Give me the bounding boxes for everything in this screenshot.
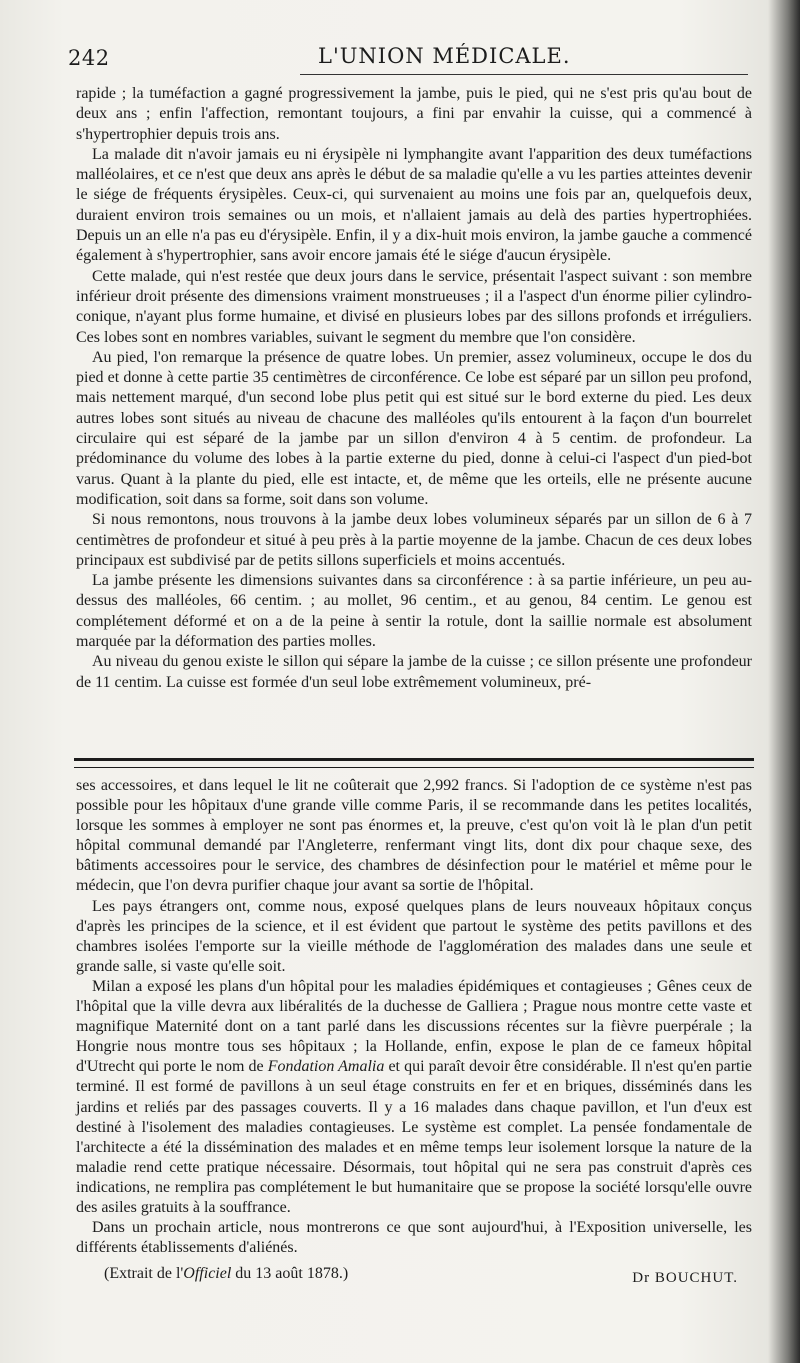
paragraph: ses accessoires, et dans lequel le lit ne coûterait que 2,992 francs. Si l'adoption de ce système n'est pas possible pour les hôpitaux d'une grande ville comme Paris, il se recommande dans les petites localités, lorsque les sommes à employer ne sont pas énormes et, la preuve, c'est qu'on voit là le plan d'un petit hôpital communal demandé par l'Angleterre, renfermant vingt lits, dont dix pour chaque sexe, des bâtiments accessoires pour le service, des chambres de désinfection pour le matériel et même pour le médecin, que l'on devra purifier chaque jour avant sa sortie de l'hôpital. [76,777,752,895]
paragraph: Dans un prochain article, nous montrerons ce que sont aujourd'hui, à l'Exposition universelle, les différents établissements d'aliénés. [76,1219,752,1257]
article-top [76,84,752,693]
page-header [68,40,748,76]
author-signature: Dr BOUCHUT. [632,1270,738,1287]
paragraph: Les pays étrangers ont, comme nous, exposé quelques plans de leurs nouveaux hôpitaux conçus d'après les principes de la science, et il est évident que partout le système des petits pavillons et des chambres isolées l'emporte sur la vieille méthode de l'agglomération des malades dans une seule et grande salle, si vaste qu'elle soit. [76,897,752,975]
paragraph: Si nous remontons, nous trouvons à la jambe deux lobes volumineux séparés par un sillon de 6 à 7 centimètres de profondeur et situé à peu près à la partie moyenne de la jambe. Chacun de ces deux lobes principaux est subdivisé par de petits sillons superficiels et moins accentués. [76,511,752,569]
running-title: L'UNION MÉDICALE. [318,44,571,68]
article-footer [76,1260,752,1287]
paragraph [76,977,752,1218]
citation-source: Officiel [183,1265,232,1283]
paragraph: La jambe présente les dimensions suivantes dans sa circonférence : à sa partie inférieure, un peu au-dessus des malléoles, 66 centim. ; au mollet, 96 centim., et au genou, 84 centim. Le genou est complétement déformé et on a de la peine à sentir la rotule, dont la saillie normale est absolument marquée par la déformation des parties molles. [76,572,752,651]
source-citation [104,1264,348,1284]
page-number: 242 [68,46,110,70]
paragraph: rapide ; la tuméfaction a gagné progressivement la jambe, puis le pied, qui ne s'est pris qu'au bout de deux ans ; enfin l'affection, remontant toujours, a fini par envahir la cuisse, qui a commencé à s'hypertrophier depuis trois ans. [76,85,752,143]
fondation-name: Fondation Amalia [267,1058,385,1076]
paragraph-text: et qui paraît devoir être considérable. Il n'est qu'en partie terminé. Il est formé de pavillons à un seul étage construits en fer et en briques, disséminés dans les jardins et reliés par des passages couverts. Il y a 16 malades dans chaque pavillon, et l'un d'eux est destiné à l'isolement des maladies contagieuses. Le système est complet. La pensée fondamentale de l'architecte a été la dissémination des malades et en même temps leur isolement lorsque la nature de la maladie rend cette pratique nécessaire. Désormais, tout hôpital qui ne sera pas construit d'après ces indications, ne remplira pas complétement le but humanitaire que se propose la société lorsqu'elle ouvre des asiles gratuits à la souffrance. [76,1058,753,1216]
citation-suffix: du 13 août 1878.) [231,1265,349,1283]
paragraph-text: Milan a exposé les plans d'un hôpital pour les maladies épidémiques et contagieuses ; Gênes ceux de l'hôpital que la ville devra aux libéralités de la duchesse de Galliera ; Prague nous montre cette vaste et magnifique Maternité dont on a tant parlé dans les discussions récentes sur la fièvre puerpérale ; la Hongrie nous montre tous ses hôpitaux ; la Hollande, enfin, expose le plan de ce fameux hôpital d'Utrecht qui porte le nom de [76,977,752,1076]
paragraph: Au pied, l'on remarque la présence de quatre lobes. Un premier, assez volumineux, occupe le dos du pied et donne à cette partie 35 centimètres de circonférence. Ce lobe est séparé par un sillon peu profond, mais nettement marqué, d'un second lobe plus petit qui est situé sur le bord externe du pied. Les deux autres lobes sont situés au niveau de chacune des malléoles qu'ils entourent à la façon d'un bourrelet circulaire qui est séparé de la jambe par un sillon d'environ 4 à 5 centim. de profondeur. La prédominance du volume des lobes à la partie externe du pied, donne à celui-ci l'aspect d'un pied-bot varus. Quant à la plante du pied, elle est intacte, et, de même que les orteils, elle ne présente aucune modification, soit dans sa forme, soit dans son volume. [76,348,752,508]
paragraph: Cette malade, qui n'est restée que deux jours dans le service, présentait l'aspect suivant : son membre inférieur droit présente des dimensions vraiment monstrueuses ; il a l'aspect d'un énorme pilier cylindro-conique, n'ayant plus forme humaine, et divisé en plusieurs lobes par des sillons profonds et irréguliers. Ces lobes sont en nombres variables, suivant le segment du membre que l'on considère. [76,267,752,346]
header-rule [300,74,748,75]
article-bottom [76,776,753,1287]
citation-prefix: (Extrait de l' [104,1265,184,1283]
paragraph: La malade dit n'avoir jamais eu ni érysipèle ni lymphangite avant l'apparition des deux tuméfactions malléolaires, et ce n'est que deux ans après le début de sa maladie qu'elle a vu les parties atteintes devenir le siége de fréquents érysipèles. Ceux-ci, qui survenaient au moins une fois par an, quelquefois deux, duraient environ trois semaines ou un mois, et n'allaient jamais au delà des parties hypertrophiées. Depuis un an elle n'a pas eu d'érysipèle. Enfin, il y a dix-huit mois environ, la jambe gauche a commencé également à s'hypertrophier, sans avoir encore jamais été le siége d'aucun érysipèle. [76,145,752,265]
paragraph: Au niveau du genou existe le sillon qui sépare la jambe de la cuisse ; ce sillon présente une profondeur de 11 centim. La cuisse est formée d'un seul lobe extrêmement volumineux, pré- [76,653,752,691]
section-divider [74,758,754,768]
